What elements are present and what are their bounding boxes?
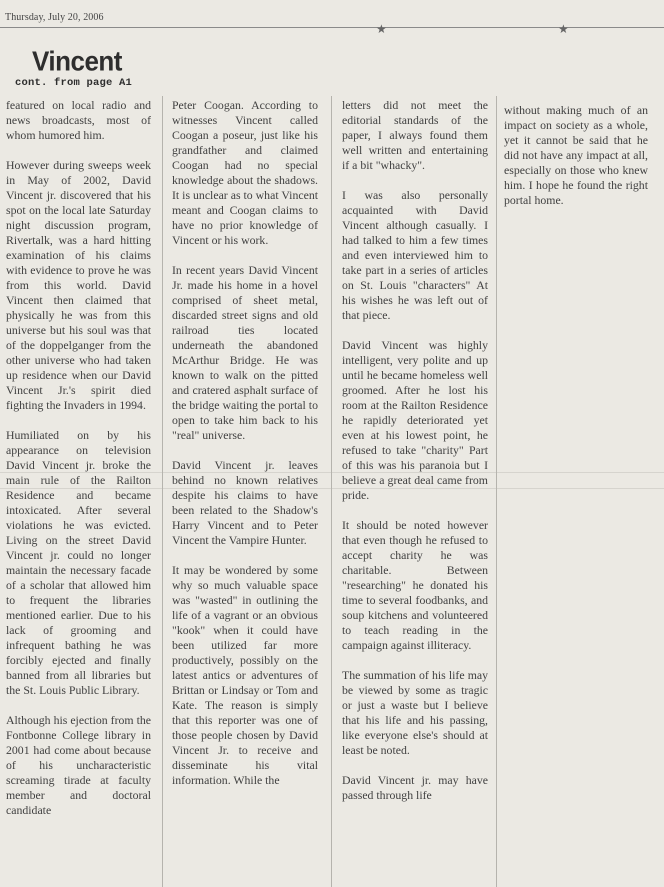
paragraph: Peter Coogan. According to witnesses Vincent called Coogan a poseur, just like his grandfather and claimed Coogan had no special knowledge about the shadows. It is unclear as to what Vincent meant and Coogan claims to have no prior knowledge of Vincent or his work.	[172, 98, 318, 247]
article-column-1	[6, 98, 151, 887]
star-icon: ★	[558, 22, 569, 36]
dateline: Thursday, July 20, 2006	[5, 12, 104, 23]
star-icon: ★	[376, 22, 387, 36]
continued-from-label: cont. from page A1	[15, 77, 133, 89]
paragraph: The summation of his life may be viewed by some as tragic or just a waste but I believe that his life and his passing, like everyone else's should at least be noted.	[342, 668, 488, 757]
top-rule	[0, 22, 664, 36]
paragraph: I was also personally acquainted with David Vincent although casually. I had talked to him a few times and even interviewed him to take part in a series of articles on St. Louis "characters" At his wishes he was left out of that piece.	[342, 188, 488, 322]
paragraph: However during sweeps week in May of 2002, David Vincent jr. discovered that his spot on the local late Saturday night discussion program, Rivertalk, was a hard hitting examination of his claims with evidence to prove he was from this world. David Vincent then claimed that physically he was from this universe but his soul was that of the doppelganger from the other universe who had taken up residence when our David Vincent Jr.'s spirit died fighting the Invaders in 1994.	[6, 158, 151, 412]
article-column-3	[342, 98, 488, 887]
paragraph: David Vincent jr. may have passed through life	[342, 773, 488, 802]
paragraph: In recent years David Vincent Jr. made his home in a hovel comprised of sheet metal, discarded street signs and old railroad ties located underneath the abandoned McArthur Bridge. He was known to walk on the pitted and cratered asphalt surface of the bridge waiting the portal to open to take him back to his "real" universe.	[172, 263, 318, 442]
paragraph: Although his ejection from the Fontbonne College library in 2001 had come about because of his uncharacteristic screaming tirade at faculty member and doctoral candidate	[6, 713, 151, 817]
paragraph: It may be wondered by some why so much valuable space was "wasted" in outlining the life of a vagrant or an obvious "kook" when it could have been utilized far more productively, possibly on the latest antics or adventures of Brittan or Lindsay or Tom and Kate. The reason is simply that this reporter was one of those people chosen by David Vincent Jr. to receive and disseminate his vital information. While the	[172, 563, 318, 787]
paragraph: letters did not meet the editorial standards of the paper, I always found them well written and entertaining if a bit "whacky".	[342, 98, 488, 172]
headline: Vincent	[32, 45, 122, 77]
paragraph: featured on local radio and news broadcasts, most of whom humored him.	[6, 98, 151, 142]
article-column-4	[504, 103, 648, 303]
paragraph: David Vincent was highly intelligent, very polite and up until he became homeless well groomed. After he lost his room at the Railton Residence he rapidly deteriorated yet even at his lowest point, he refused to take "charity" Part of this was his paranoia but I believe a great deal came from pride.	[342, 338, 488, 502]
paragraph: David Vincent jr. leaves behind no known relatives despite his claims to have been related to the Shadow's Harry Vincent and to Peter Vincent the Vampire Hunter.	[172, 458, 318, 547]
column-divider	[162, 96, 163, 887]
column-divider	[331, 96, 332, 887]
paragraph: without making much of an impact on society as a whole, yet it cannot be said that he did not have any impact at all, especially on those who knew him. I hope he found the right portal home.	[504, 103, 648, 207]
article-column-2	[172, 98, 318, 887]
paragraph: It should be noted however that even though he refused to accept charity he was charitable. Between "researching" he donated his time to several foodbanks, and soup kitchens and volunteered to teach reading in the campaign against illiteracy.	[342, 518, 488, 652]
paragraph: Humiliated on by his appearance on television David Vincent jr. broke the main rule of the Railton Residence and became intoxicated. After several violations he was evicted. Living on the street David Vincent jr. could no longer maintain the necessary facade of a scholar that allowed him to frequent the libraries mentioned earlier. Due to his lack of grooming and infrequent bathing he was forcibly ejected and finally banned from all libraries but the St. Louis Public Library.	[6, 428, 151, 697]
column-divider	[496, 96, 497, 887]
